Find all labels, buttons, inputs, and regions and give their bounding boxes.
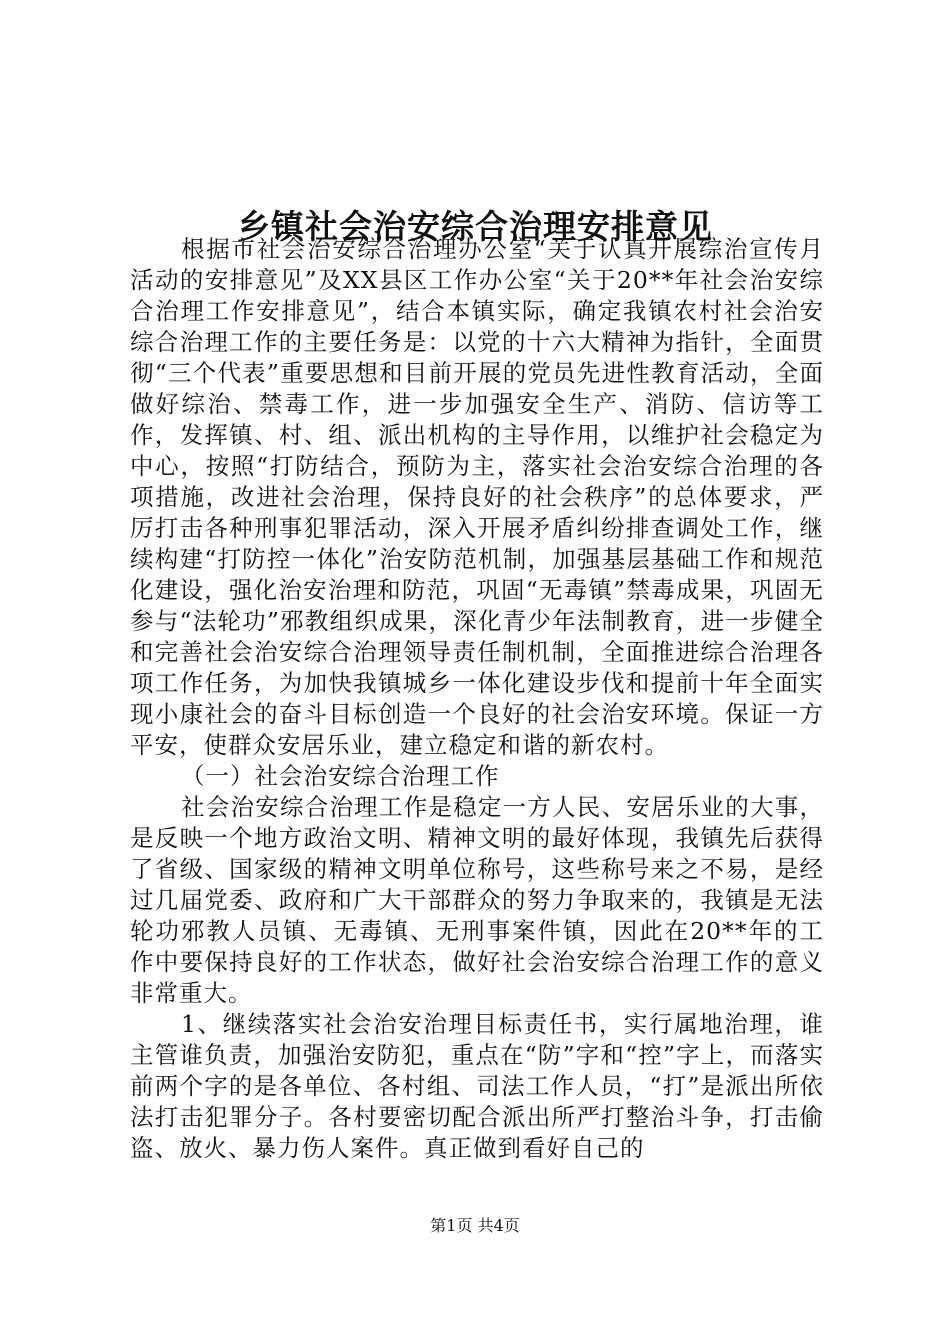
document-body	[130, 234, 824, 1164]
paragraph-item-one: 1、继续落实社会治安治理目标责任书，实行属地治理，谁主管谁负责，加强治安防犯，重点在“防”字和“控”字上，而落实前两个字的是各单位、各村组、司法工作人员，“打”是派出所依法打击犯罪分子。各村要密切配合派出所严打整治斗争，打击偷盗、放火、暴力伤人案件。真正做到看好自己的	[130, 1010, 824, 1162]
paragraph-intro: 根据市社会治安综合治理办公室“关于认真开展综治宣传月活动的安排意见”及XX县区工作办公室“关于20**年社会治安综合治理工作安排意见”，结合本镇实际，确定我镇农村社会治安综合治理工作的主要任务是：以党的十六大精神为指针，全面贯彻“三个代表”重要思想和目前开展的党员先进性教育活动，全面做好综治、禁毒工作，进一步加强安全生产、消防、信访等工作，发挥镇、村、组、派出机构的主导作用，以维护社会稳定为中心，按照“打防结合，预防为主，落实社会治安综合治理的各项措施，改进社会治理，保持良好的社会秩序”的总体要求，严厉打击各种刑事犯罪活动，深入开展矛盾纠纷排查调处工作，继续构建“打防控一体化”治安防范机制，加强基层基础工作和规范化建设，强化治安治理和防范，巩固“无毒镇”禁毒成果，巩固无参与“法轮功”邪教组织成果，深化青少年法制教育，进一步健全和完善社会治安综合治理领导责任制机制，全面推进综合治理各项工作任务，为加快我镇城乡一体化建设步伐和提前十年全面实现小康社会的奋斗目标创造一个良好的社会治安环境。保证一方平安，使群众安居乐业，建立稳定和谐的新农村。	[130, 235, 824, 759]
page-number: 第1页 共4页	[430, 1216, 520, 1235]
section-heading: （一）社会治安综合治理工作	[181, 762, 500, 790]
page-title: 乡镇社会治安综合治理安排意见	[237, 207, 713, 247]
paragraph-section-one: 社会治安综合治理工作是稳定一方人民、安居乐业的大事，是反映一个地方政治文明、精神文明的最好体现，我镇先后获得了省级、国家级的精神文明单位称号，这些称号来之不易，是经过几届党委、政府和广大干部群众的努力争取来的，我镇是无法轮功邪教人员镇、无毒镇、无刑事案件镇，因此在20**年的工作中要保持良好的工作状态，做好社会治安综合治理工作的意义非常重大。	[130, 793, 824, 1007]
